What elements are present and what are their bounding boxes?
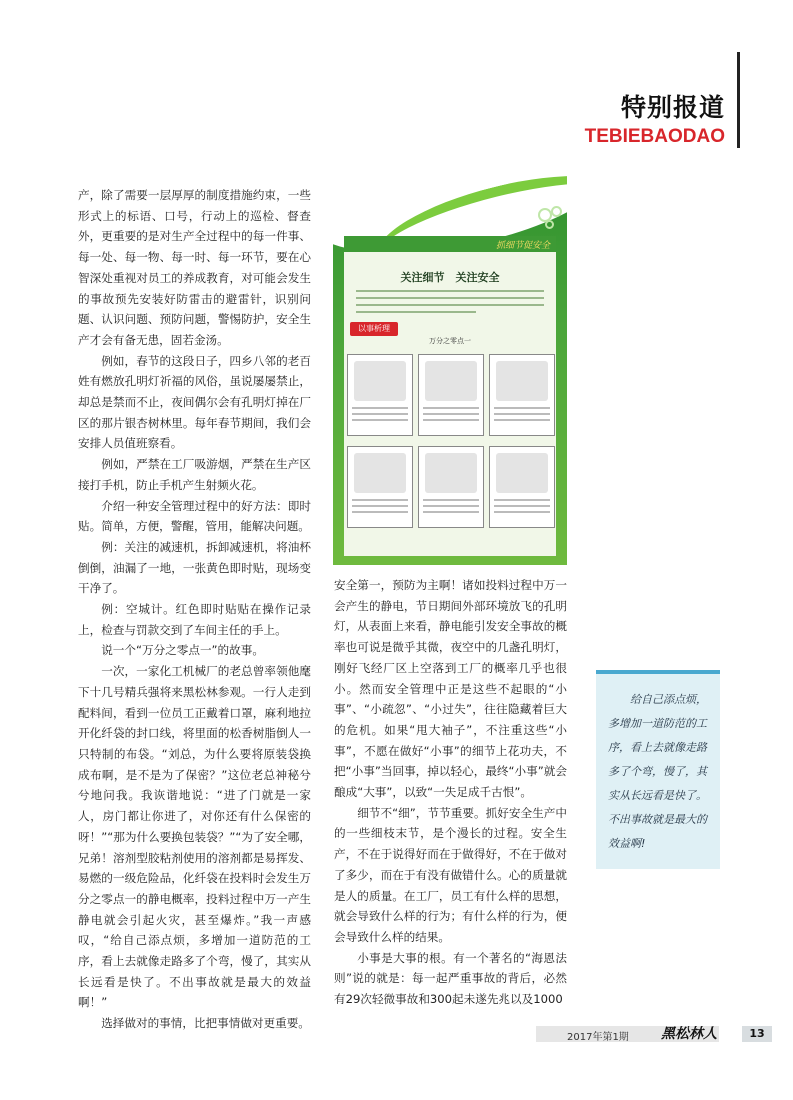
comic-panel [418, 446, 484, 528]
comic-panel [489, 354, 555, 436]
paragraph: 产，除了需要一层厚厚的制度措施约束，一些形式上的标语、口号，行动上的巡检、督查外，更重要的是对生产全过程中的每一件事、每一处、每一物、每一时、每一环节，要在心智深处重视对员工的养成教育，对可能会发生的事故预先安装好防雷击的避雷针，识别问题、认识问题、预防问题，警惕防护，安全生产才会有备无患，固若金汤。 [78, 188, 311, 347]
paragraph: 安全第一，预防为主啊！诸如投料过程中万一会产生的静电，节日期间外部环境放飞的孔明灯，从表面上来看，静电能引发安全事故的概率也可说是微乎其微，夜空中的几盏孔明灯，刚好飞经厂区上空落到工厂的概率几乎也很小。然而安全管理中正是这些不起眼的“小事”、“小疏忽”、“小过失”，往往隐藏着巨大的危机。如果“甩大袖子”，不注重这些“小事”，不愿在做好“小事”的细节上花功夫，不把“小事”当回事，掉以轻心，最终“小事”就会酿成“大事”，以致“一失足成千古恨”。 [334, 578, 567, 800]
poster-text-line [356, 304, 544, 306]
paragraph: 一次，一家化工机械厂的老总曾率领他麾下十几号精兵强将来黑松林参观。一行人走到配料间，看到一位员工正戴着口罩，麻利地拉开化纤袋的封口线，将里面的松香树脂倒人一只特制的布袋。“刘总，为什么要将原装袋换成布啊，是不是为了保密？”这位老总神秘兮兮地问我。我诙谐地说：“进了门就是一家人，房门都让你进了，对你还有什么保密的呀！”“那为什么要换包装袋？”“为了安全哪，兄弟！溶剂型胶粘剂使用的溶剂都是易挥发、易燃的一级危险品，化纤袋在投料时会发生万分之零点一的静电概率，投料过程中万一产生静电就会引起火灾，甚至爆炸。”我一声感叹，“给自己添点烦，多增加一道防范的工序，看上去就像走路多了个弯，慢了，其实从长远看是快了。不出事故就是最大的效益啊！” [78, 664, 311, 1010]
comic-panel [418, 354, 484, 436]
poster-banner-label: 抓细节促安全 [495, 241, 550, 251]
poster-content-panel [344, 236, 556, 556]
safety-poster-image [333, 166, 567, 565]
header-divider [737, 52, 740, 148]
decor-circle [545, 220, 554, 229]
poster-text-line [356, 311, 476, 313]
paragraph: 小事是大事的根。有一个著名的“海恩法则”说的就是：每一起严重事故的背后，必然有29次轻微事故和300起未遂先兆以及1000 [334, 950, 567, 1007]
comic-panel [489, 446, 555, 528]
section-subtitle: TEBIEBAODAO [584, 126, 725, 147]
poster-text-line [356, 290, 544, 292]
comic-panel [347, 446, 413, 528]
paragraph: 例：关注的减速机，拆卸减速机，将油杯倒倒，油漏了一地，一张黄色即时贴，现场变干净了。 [78, 539, 311, 596]
poster-text-line [356, 297, 544, 299]
paragraph: 细节不“细”，节节重要。抓好安全生产中的一些细枝末节，是个漫长的过程。安全生产，不在于说得好而在于做得好，不在于做对了多少，而在于有没有做错什么。心的质量就是人的质量。在工厂，员工有什么样的思想，就会导致什么样的行为；有什么样的行为，便会导致什么样的结果。 [334, 805, 567, 944]
middle-text-column [334, 575, 567, 1010]
paragraph: 介绍一种安全管理过程中的好方法：即时贴。简单，方便，警醒，管用，能解决问题。 [78, 498, 311, 534]
poster-main-title: 关注细节 关注安全 [400, 271, 500, 284]
decor-circle [551, 206, 562, 217]
poster-tag: 以事析理 [350, 322, 398, 336]
pull-quote-text: 给自己添点烦，多增加一道防范的工序，看上去就像走路多了个弯，慢了，其实从长远看是快了。不出事故就是最大的效益啊! [608, 693, 707, 850]
paragraph: 例：空城计。红色即时贴贴在操作记录上，检查与罚款交到了车间主任的手上。 [78, 602, 311, 637]
paragraph: 例如，严禁在工厂吸游烟，严禁在生产区接打手机，防止手机产生射频火花。 [78, 457, 311, 492]
poster-subtitle: 万分之零点一 [429, 337, 471, 345]
pull-quote-box [596, 670, 720, 869]
comic-panel [347, 354, 413, 436]
page-number: 13 [742, 1026, 772, 1042]
paragraph: 例如，春节的这段日子，四乡八邻的老百姓有燃放孔明灯祈福的风俗，虽说屡屡禁止，却总是禁而不止，夜间偶尔会有孔明灯掉在厂区的那片银杏树林里。每年春节期间，我们会安排人员值班察看。 [78, 353, 311, 451]
paragraph: 说一个“万分之零点一”的故事。 [101, 643, 264, 658]
magazine-logo: 黑松林人 [661, 1026, 717, 1042]
section-title: 特别报道 [620, 93, 725, 122]
paragraph: 选择做对的事情，比把事情做对更重要。 [101, 1016, 310, 1031]
issue-label: 2017年第1期 [567, 1032, 629, 1043]
left-text-column [78, 185, 311, 1034]
poster-banner [344, 236, 556, 252]
